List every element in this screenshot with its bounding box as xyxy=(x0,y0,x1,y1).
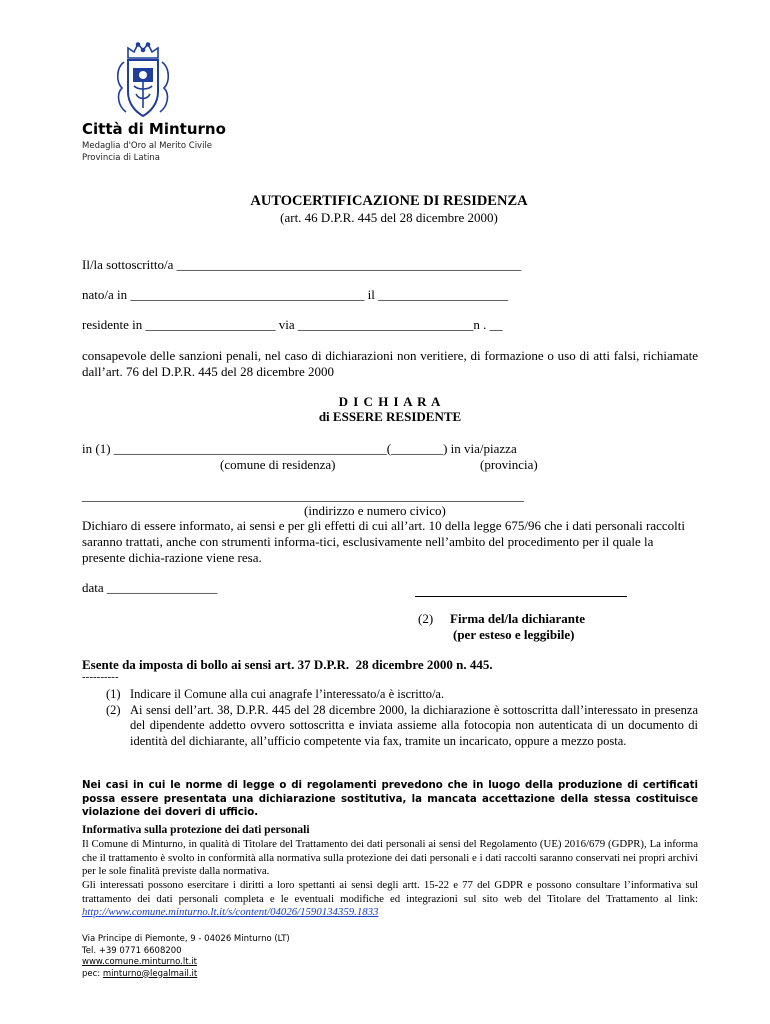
separator-dashes: ---------- xyxy=(82,671,119,683)
footnote-number: (2) xyxy=(106,702,121,717)
footer-website-link[interactable]: www.comune.minturno.lt.it xyxy=(82,957,197,967)
consapevole-paragraph: consapevole delle sanzioni penali, nel caso di dichiarazioni non veritiere, di formazione o uso di atti falsi, richiamate dall’art. 76 del D.P.R. 445 del 28 dicembre 2000 xyxy=(82,348,698,379)
dichiara-subheading: di ESSERE RESIDENTE xyxy=(318,409,462,424)
footer-pec-label: pec: xyxy=(82,968,103,979)
document-title: AUTOCERTIFICAZIONE DI RESIDENZA xyxy=(250,193,528,209)
informativa-paragraph-1: Il Comune di Minturno, in qualità di Titolare del Trattamento dei dati personali ai sensi del Regolamento (UE) 2016/679 (GDPR), La informa che il trattamento è svolto in conformità alla normativa sulla protezione dei dati personali e i dati raccolti saranno conservati nei propri archivi per le sole finalità previste dalla normativa. xyxy=(82,838,698,877)
informativa-text: Gli interessati possono esercitare i diritti a loro spettanti ai sensi degli artt. 15-22 e 77 del GDPR e possono consultare l’informativa sul trattamento dei dati personali completa e le eventuali modifiche ed integrazioni sul sito web del Titolare del Trattamento al link: xyxy=(82,879,698,905)
footnote-text: Indicare il Comune alla cui anagrafe l’interessato/a è iscritto/a. xyxy=(130,687,445,701)
esente-line: Esente da imposta di bollo ai sensi art. 37 D.P.R. 28 dicembre 2000 n. 445. xyxy=(82,657,493,672)
comune-label: (comune di residenza) xyxy=(220,457,336,472)
city-coat-of-arms-icon xyxy=(114,42,172,122)
footnote-text: Ai sensi dell’art. 38, D.P.R. 445 del 28 dicembre 2000, la dichiarazione è sottoscritta dall’interessato in presenza del dipendente addetto ovvero sottoscritta e inviata assieme alla fotocopia non autenticata di un documento di identità del dichiarante, all’ufficio competente via fax, tramite un incaricato, oppure a mezzo posta. xyxy=(130,702,698,748)
city-medal-line: Medaglia d'Oro al Merito Civile xyxy=(82,141,213,151)
footnote-number: (1) xyxy=(106,687,121,701)
footer-pec-link[interactable]: minturno@legalmail.it xyxy=(102,968,198,979)
dichiara-heading: D I C H I A R A xyxy=(338,394,442,409)
address-label: (indirizzo e numero civico) xyxy=(304,503,446,518)
footer-address: Via Principe di Piemonte, 9 - 04026 Minturno (LT) xyxy=(82,934,290,944)
firma-label: Firma del/la dichiarante xyxy=(450,611,586,626)
footnote-item xyxy=(82,703,698,750)
informativa-title: Informativa sulla protezione dei dati personali xyxy=(82,824,310,836)
informativa-link[interactable]: http://www.comune.minturno.lt.it/s/content/04026/1590134359.1833 xyxy=(82,906,379,918)
city-name: Città di Minturno xyxy=(82,120,226,138)
footnotes xyxy=(82,687,698,749)
footer-tel: Tel. +39 0771 6608200 xyxy=(82,945,182,956)
city-province-line: Provincia di Latina xyxy=(82,153,160,163)
nato-field[interactable]: nato/a in ____________________________________ il ____________________ xyxy=(82,287,509,302)
footer xyxy=(82,934,290,980)
document-subtitle: (art. 46 D.P.R. 445 del 28 dicembre 2000) xyxy=(280,210,498,225)
signature-line[interactable] xyxy=(415,596,627,597)
address-field[interactable]: ____________________________________________________________________ xyxy=(82,488,524,503)
residente-field[interactable]: residente in ____________________ via ___________________________n . __ xyxy=(82,317,503,332)
informato-paragraph: Dichiaro di essere informato, ai sensi e per gli effetti di cui all’art. 10 della legge 675/96 che i dati personali raccolti saranno trattati, anche con strumenti informa-tici, esclusivamente nell’ambito del procedimento per il quale la presente dichia-razione viene resa. xyxy=(82,518,685,565)
firma-sublabel: (per esteso e leggibile) xyxy=(453,627,575,642)
sottoscritto-field[interactable]: Il/la sottoscritto/a _____________________________________________________ xyxy=(82,257,522,272)
nei-casi-paragraph: Nei casi in cui le norme di legge o di regolamenti prevedono che in luogo della produzione di certificati possa essere presentata una dichiarazione sostitutiva, la mancata accettazione della stessa costituisce violazione dei doveri di ufficio. xyxy=(82,780,698,818)
informativa-paragraph-2 xyxy=(82,879,698,920)
data-field[interactable]: data _________________ xyxy=(82,580,218,595)
footnote-item xyxy=(82,687,698,703)
firma-note-number: (2) xyxy=(418,611,434,626)
comune-field[interactable]: in (1) __________________________________________(________) in via/piazza xyxy=(82,441,517,456)
provincia-label: (provincia) xyxy=(480,457,538,472)
